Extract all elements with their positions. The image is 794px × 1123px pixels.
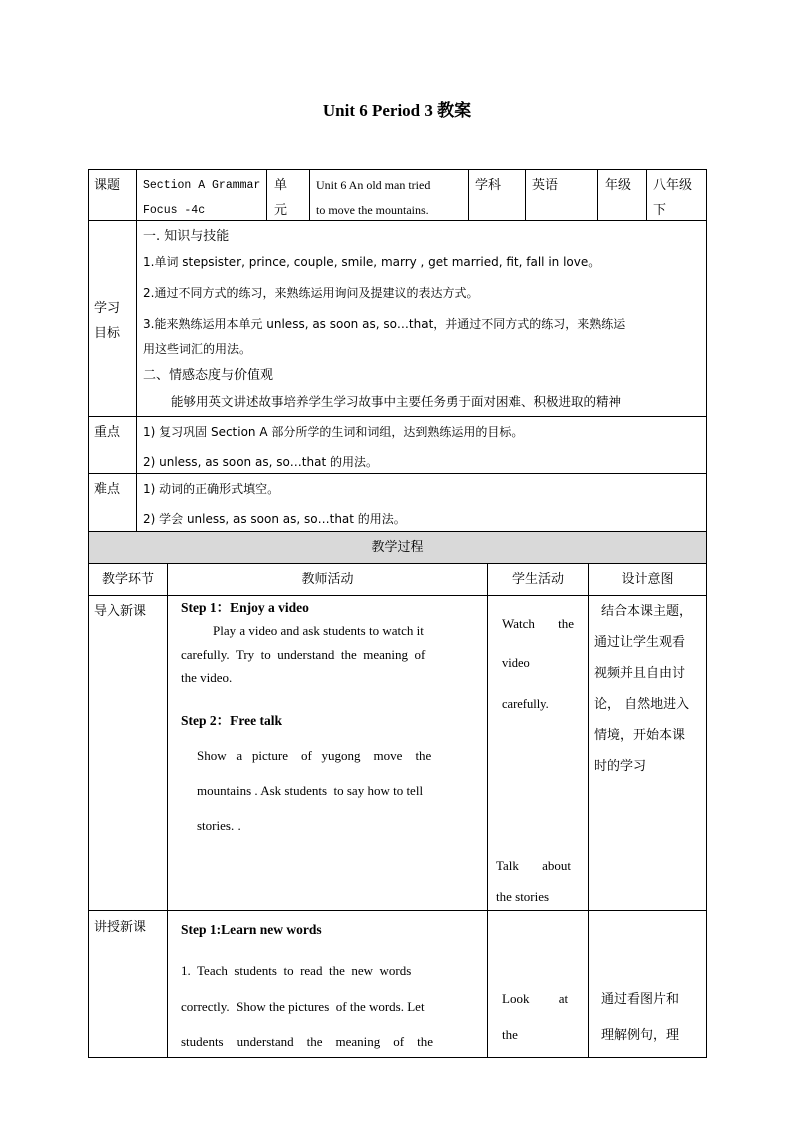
rule: [309, 169, 310, 220]
rule: [706, 169, 707, 1058]
stage-1-step2-text-line1: Show a picture of yugong move the: [197, 748, 432, 763]
grade-value-line1: 八年级: [653, 178, 693, 193]
stage-1-intent-2: 通过让学生观看: [594, 635, 686, 650]
stage-1-step2-text-line2: mountains . Ask students to say how to tell: [197, 783, 424, 798]
stage-1-student-1a: Watch the: [502, 616, 575, 631]
rule: [597, 169, 598, 220]
stage-2-student-1a: Look at: [502, 991, 569, 1006]
stage-1-intent-5: 情境，开始本课: [594, 728, 686, 743]
topic-value-line2: Focus -4c: [143, 204, 206, 217]
subject-label: 学科: [475, 178, 502, 193]
stage-1-intent-4: 论， 自然地进入: [594, 697, 690, 712]
objectives-item-3-line1: 3.能来熟练运用本单元 unless, as soon as, so…that，并通过不同方式的练习，来熟练运: [143, 317, 626, 331]
col-teacher-header: 教师活动: [301, 572, 354, 587]
rule: [646, 169, 647, 220]
stage-1-intent-6: 时的学习: [594, 759, 647, 774]
key-points-item-2: 2) unless, as soon as, so…that 的用法。: [143, 455, 378, 469]
stage-2-intent-1: 通过看图片和: [601, 992, 680, 1007]
stage-2-intent-2: 理解例句，理: [601, 1028, 680, 1043]
stage-1-step2-title: Step 2：Free talk: [181, 713, 282, 728]
col-stage-header: 教学环节: [101, 572, 154, 587]
rule: [468, 169, 469, 220]
unit-value-line2: to move the mountains.: [316, 203, 429, 217]
rule: [88, 416, 707, 417]
objectives-item-3-line2: 用这些词汇的用法。: [143, 342, 252, 356]
col-intent-header: 设计意图: [621, 572, 674, 587]
stage-1-step2-text-line3: stories. .: [197, 818, 241, 833]
difficulties-item-1: 1) 动词的正确形式填空。: [143, 482, 280, 496]
rule: [588, 563, 589, 1058]
rule: [88, 563, 707, 564]
stage-1-step1-title: Step 1：Enjoy a video: [181, 600, 309, 615]
subject-value: 英语: [532, 178, 559, 193]
objectives-label-line1: 学习: [94, 301, 121, 316]
page-title: Unit 6 Period 3 教案: [322, 101, 472, 120]
rule: [88, 169, 707, 170]
difficulties-item-2: 2) 学会 unless, as soon as, so…that 的用法。: [143, 512, 406, 526]
key-points-item-1: 1) 复习巩固 Section A 部分所学的生词和词组，达到熟练运用的目标。: [143, 425, 524, 439]
stage-1-intent-3: 视频并且自由讨: [594, 666, 686, 681]
rule: [266, 169, 267, 220]
objectives-item-2: 2.通过不同方式的练习，来熟练运用询问及提建议的表达方式。: [143, 286, 479, 300]
stage-1-student-2a: Talk about: [496, 858, 572, 873]
rule: [136, 169, 137, 531]
stage-1-step1-text-line3: the video.: [181, 670, 233, 685]
stage-2-step1-title: Step 1:Learn new words: [181, 922, 322, 937]
stage-1-step1-text-line2: carefully. Try to understand the meaning of: [181, 647, 426, 662]
grade-value-line2: 下: [653, 203, 667, 218]
rule: [167, 563, 168, 1058]
objectives-item-1: 1.单词 stepsister, prince, couple, smile, marry , get married, fit, fall in love。: [143, 255, 601, 269]
stage-1-name: 导入新课: [94, 604, 147, 619]
stage-2-name: 讲授新课: [94, 920, 147, 935]
rule: [487, 563, 488, 1058]
unit-label-line2: 元: [274, 203, 288, 218]
key-points-label: 重点: [94, 425, 121, 440]
difficulties-label: 难点: [94, 482, 121, 497]
topic-value-line1: Section A Grammar: [143, 179, 261, 192]
rule: [525, 169, 526, 220]
topic-label: 课题: [94, 178, 121, 193]
rule: [88, 910, 707, 911]
unit-label-line1: 单: [274, 178, 288, 193]
objectives-heading-2: 二、情感态度与价值观: [143, 368, 274, 383]
process-header: 教学过程: [371, 540, 424, 555]
grade-label: 年级: [605, 178, 632, 193]
stage-1-intent-1: 结合本课主题，: [601, 604, 693, 619]
stage-2-step1-text-line1: 1. Teach students to read the new words: [181, 963, 412, 978]
col-student-header: 学生活动: [511, 572, 564, 587]
stage-2-step1-text-line3: students understand the meaning of the: [181, 1034, 434, 1049]
stage-1-student-2b: the stories: [496, 889, 550, 904]
stage-2-step1-text-line2: correctly. Show the pictures of the words. Let: [181, 999, 425, 1014]
unit-value-line1: Unit 6 An old man tried: [316, 178, 431, 192]
rule: [88, 169, 89, 1058]
rule: [88, 1057, 707, 1058]
objectives-item-4: 能够用英文讲述故事培养学生学习故事中主要任务勇于面对困难、积极进取的精神: [171, 394, 622, 409]
stage-1-step1-text-line1: Play a video and ask students to watch it: [213, 623, 424, 638]
objectives-heading-1: 一. 知识与技能: [143, 229, 230, 244]
stage-1-student-1c: carefully.: [502, 697, 549, 711]
stage-2-student-1b: the: [502, 1027, 518, 1042]
objectives-label-line2: 目标: [94, 326, 121, 341]
stage-1-student-1b: video: [502, 656, 530, 670]
